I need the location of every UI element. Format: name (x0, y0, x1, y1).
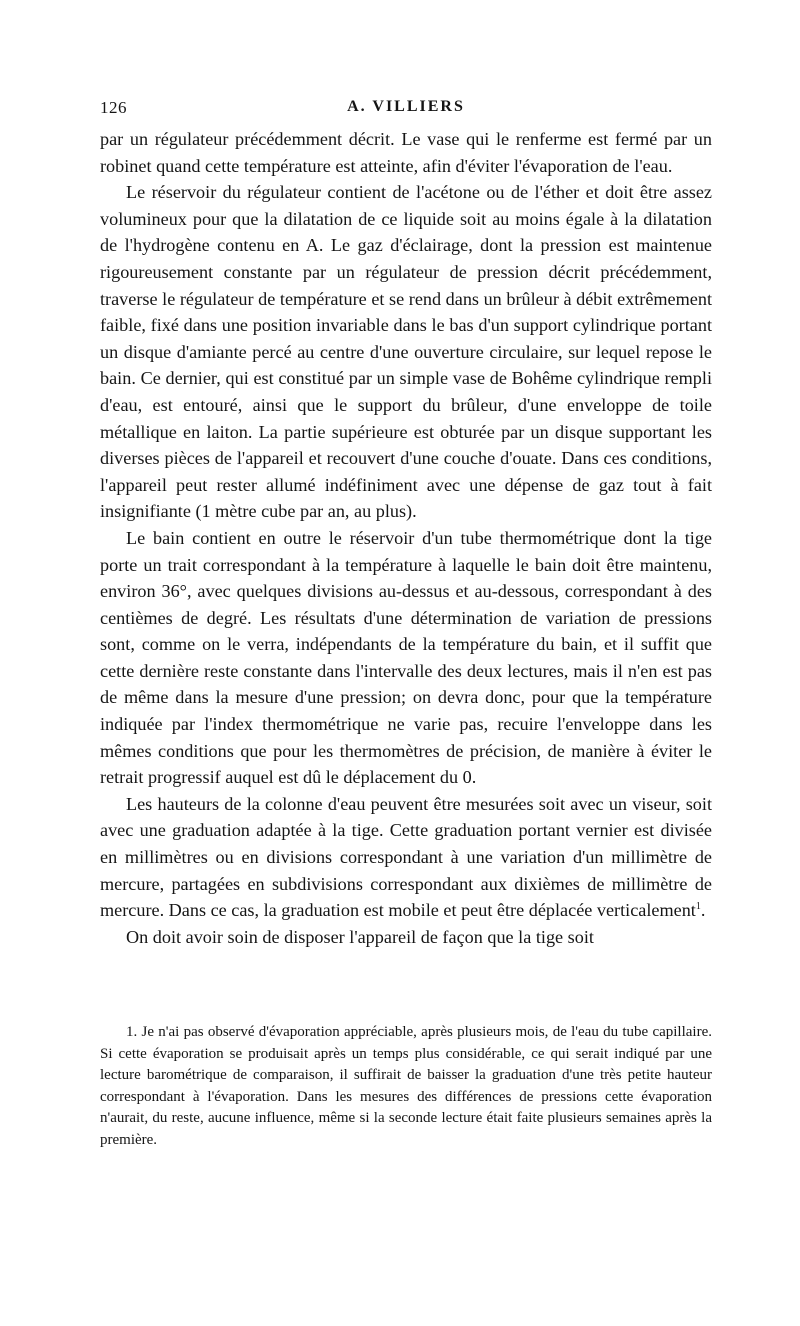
sentence-period: . (700, 900, 706, 921)
paragraph-water-column (100, 791, 712, 924)
paragraph-apparatus-placement: On doit avoir soin de disposer l'appareil de façon que la tige soit (126, 926, 594, 947)
footnote-reference: 1 (695, 901, 701, 913)
page-header (100, 98, 712, 122)
running-head: A. VILLIERS (347, 98, 465, 115)
body-text (100, 126, 712, 950)
footnote-1: 1. Je n'ai pas observé d'évaporation appréciable, après plusieurs mois, de l'eau du tube capillaire. Si cette évaporation se produisait après un temps plus considérable, ce qui serait indiqué par une lecture barométrique de comparaison, il suffirait de baisser la graduation d'une très petite hauteur correspondant à l'évaporation. Dans les mesures des différences de pressions cette évaporation n'aurait, du reste, aucune influence, même si la seconde lecture était faite plusieurs semaines après la première. (100, 1024, 712, 1148)
paragraph-continued: par un régulateur précédemment décrit. Le vase qui le renferme est fermé par un robinet quand cette température est atteinte, afin d'éviter l'évaporation de l'eau. (100, 129, 712, 176)
footnotes (100, 1022, 712, 1152)
paragraph-thermometric-tube: Le bain contient en outre le réservoir d'un tube thermométrique dont la tige porte un trait correspondant à la température à laquelle le bain doit être maintenu, environ 36°, avec quelques divisions au-dessus et au-dessous, correspondant à des centièmes de degré. Les résultats d'une détermination de variation de pressions sont, comme on le verra, indépendants de la température du bain, et il suffit que cette dernière reste constante dans l'intervalle des deux lectures, mais il n'en est pas de même dans la mesure d'une pression; on devra donc, pour que la température indiquée par l'index thermométrique ne varie pas, recuire l'enveloppe dans les mêmes conditions que pour les thermomètres de précision, de manière à éviter le retrait progressif auquel est dû le déplacement du 0. (100, 527, 712, 788)
page-number: 126 (100, 98, 127, 117)
paragraph-water-column-text: Les hauteurs de la colonne d'eau peuvent être mesurées soit avec un viseur, soit avec une graduation adaptée à la tige. Cette graduation portant vernier est divisée en millimètres ou en divisions correspondant à une variation d'un millimètre de mercure, partagées en subdivisions correspondant aux dixièmes de millimètre de mercure. Dans ce cas, la graduation est mobile et peut être déplacée verticalement (100, 793, 712, 921)
paragraph-regulator-reservoir: Le réservoir du régulateur contient de l'acétone ou de l'éther et doit être assez volumineux pour que la dilatation de ce liquide soit au moins égale à la dilatation de l'hydrogène contenu en A. Le gaz d'éclairage, dont la pression est maintenue rigoureusement constante par un régulateur de pression décrit précédemment, traverse le régulateur de température et se rend dans un brûleur à débit extrêmement faible, fixé dans une position invariable dans le bas d'un support cylindrique portant un disque d'amiante percé au centre d'une ouverture circulaire, sur lequel repose le bain. Ce dernier, qui est constitué par un simple vase de Bohême cylindrique rempli d'eau, est entouré, ainsi que le support du brûleur, d'une enveloppe de toile métallique en laiton. La partie supérieure est obturée par un disque supportant les diverses pièces de l'appareil et recouvert d'une couche d'ouate. Dans ces conditions, l'appareil peut rester allumé indéfiniment avec une dépense de gaz tout à fait insignifiante (1 mètre cube par an, au plus). (100, 182, 712, 522)
